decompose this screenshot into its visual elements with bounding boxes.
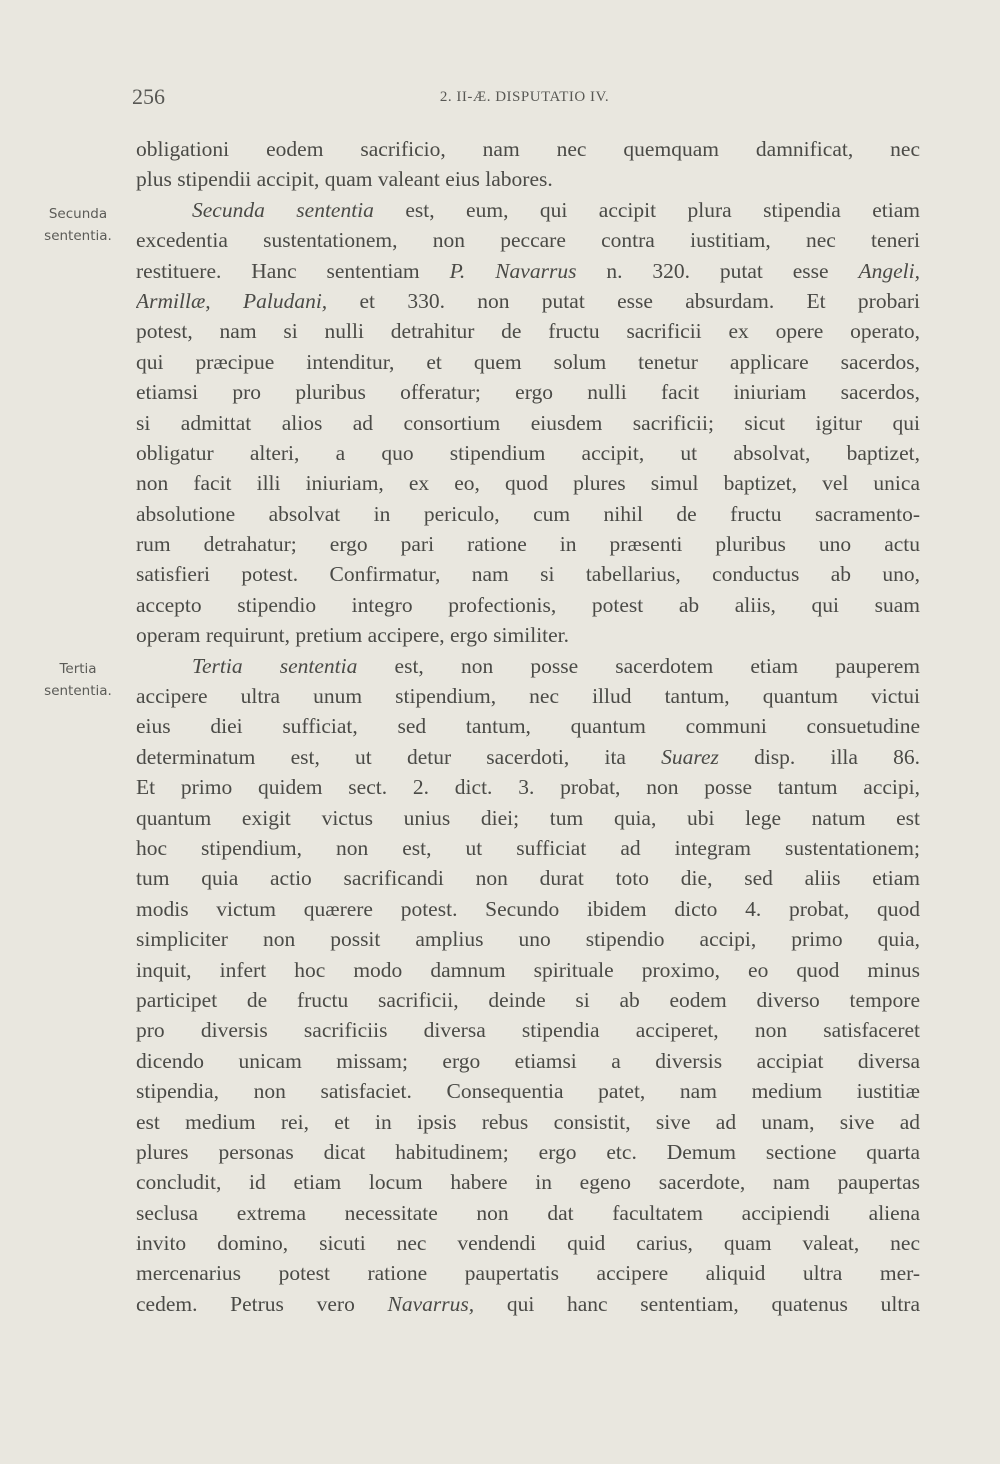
text-run: dicendo unicam missam; ergo etiamsi a diversis accipiat diversa xyxy=(136,1048,920,1073)
text-run: tum quia actio sacrificandi non durat toto die, sed aliis etiam xyxy=(136,866,920,891)
italic-run: Secunda sententia xyxy=(192,197,374,222)
text-line xyxy=(136,134,920,164)
text-run: modis victum quærere potest. Secundo ibidem dicto 4. probat, quod xyxy=(136,896,920,921)
marginal-note-line: Tertia xyxy=(59,661,97,677)
text-run: operam requirunt, pretium accipere, ergo similiter. xyxy=(136,623,570,648)
text-line xyxy=(136,1228,920,1258)
text-run: hoc stipendium, non est, ut sufficiat ad integram sustentationem; xyxy=(136,835,920,860)
page-number: 256 xyxy=(132,84,165,109)
text-line xyxy=(136,377,920,407)
text-line xyxy=(136,529,920,559)
text-line xyxy=(136,1046,920,1076)
text-line xyxy=(136,863,920,893)
text-run: invito domino, sicuti nec vendendi quid carius, quam valeat, nec xyxy=(136,1231,920,1256)
text-run: qui præcipue intenditur, et quem solum tenetur applicare sacerdos, xyxy=(136,349,920,374)
text-line xyxy=(136,1289,920,1319)
text-line xyxy=(136,681,920,711)
italic-run: Angeli, xyxy=(858,258,920,283)
text-run: cedem. Petrus vero xyxy=(136,1291,388,1316)
text-run: seclusa extrema necessitate non dat facultatem accipiendi aliena xyxy=(136,1200,920,1225)
text-run: pro diversis sacrificiis diversa stipendia acciperet, non satisfaceret xyxy=(136,1018,920,1043)
text-line xyxy=(136,803,920,833)
text-line xyxy=(136,347,920,377)
text-line xyxy=(136,1107,920,1137)
text-run: satisfieri potest. Confirmatur, nam si tabellarius, conductus ab uno, xyxy=(136,562,920,587)
text-line xyxy=(136,316,920,346)
text-run: est medium rei, et in ipsis rebus consistit, sive ad unam, sive ad xyxy=(136,1109,920,1134)
text-line xyxy=(136,256,920,286)
text-line xyxy=(136,1258,920,1288)
text-run: absolutione absolvat in periculo, cum nihil de fructu sacramento- xyxy=(136,501,920,526)
body-text xyxy=(136,134,920,1319)
text-run: etiamsi pro pluribus offeratur; ergo nulli facit iniuriam sacerdos, xyxy=(136,380,920,405)
text-run: plus stipendii accipit, quam valeant eius labores. xyxy=(136,167,553,192)
text-run: plures personas dicat habitudinem; ergo etc. Demum sectione quarta xyxy=(136,1139,920,1164)
text-line xyxy=(136,620,920,650)
text-line xyxy=(136,742,920,772)
text-run: non facit illi iniuriam, ex eo, quod plures simul baptizet, vel unica xyxy=(136,471,920,496)
text-line xyxy=(136,225,920,255)
text-run: mercenarius potest ratione paupertatis accipere aliquid ultra mer- xyxy=(136,1261,920,1286)
text-line xyxy=(136,985,920,1015)
italic-run: Navarrus, xyxy=(387,1291,475,1316)
marginal-note-line: sententia. xyxy=(44,228,112,244)
text-line xyxy=(136,1167,920,1197)
text-line xyxy=(136,499,920,529)
text-run: qui hanc sententiam, quatenus ultra xyxy=(474,1291,920,1316)
text-line xyxy=(136,833,920,863)
text-run: rum detrahatur; ergo pari ratione in præsenti pluribus uno actu xyxy=(136,532,920,557)
text-run: obligatur alteri, a quo stipendium accipit, ut absolvat, baptizet, xyxy=(136,440,920,465)
text-run: n. 320. putat esse xyxy=(576,258,859,283)
text-run: excedentia sustentationem, non peccare contra iustitiam, nec teneri xyxy=(136,228,920,253)
text-line xyxy=(136,651,920,681)
text-run: et 330. non putat esse absurdam. Et probari xyxy=(327,288,920,313)
text-line xyxy=(136,955,920,985)
marginal-note-tertia xyxy=(30,658,126,702)
text-run: accepto stipendio integro profectionis, potest ab aliis, qui suam xyxy=(136,592,920,617)
text-run: stipendia, non satisfaciet. Consequentia patet, nam medium iustitiæ xyxy=(136,1079,920,1104)
running-title: 2. II-Æ. DISPUTATIO IV. xyxy=(439,89,610,105)
text-line xyxy=(136,286,920,316)
text-line xyxy=(136,559,920,589)
text-run: restituere. Hanc sententiam xyxy=(136,258,450,283)
marginal-note-line: sententia. xyxy=(44,683,112,699)
marginal-note-line: Secunda xyxy=(48,206,108,222)
text-run: si admittat alios ad consortium eiusdem sacrificii; sicut igitur qui xyxy=(136,410,920,435)
text-run: concludit, id etiam locum habere in egeno sacerdote, nam paupertas xyxy=(136,1170,920,1195)
text-line xyxy=(136,408,920,438)
marginal-note-secunda xyxy=(30,203,126,247)
text-run: Et primo quidem sect. 2. dict. 3. probat, non posse tantum accipi, xyxy=(136,775,920,800)
text-line xyxy=(136,772,920,802)
running-head xyxy=(132,84,918,110)
text-run: est, eum, qui accipit plura stipendia etiam xyxy=(373,197,920,222)
text-run: obligationi eodem sacrificio, nam nec quemquam damnificat, nec xyxy=(136,137,920,161)
text-line xyxy=(136,164,920,194)
text-line xyxy=(136,590,920,620)
text-line xyxy=(136,1137,920,1167)
text-line xyxy=(136,438,920,468)
italic-run: Tertia sententia xyxy=(192,653,358,678)
text-run: simpliciter non possit amplius uno stipendio accipi, primo quia, xyxy=(136,927,920,952)
text-run: quantum exigit victus unius diei; tum quia, ubi lege natum est xyxy=(136,805,920,830)
text-run: eius diei sufficiat, sed tantum, quantum communi consuetudine xyxy=(136,714,920,739)
italic-run: Armillæ, Paludani, xyxy=(136,288,328,313)
text-run: potest, nam si nulli detrahitur de fructu sacrificii ex opere operato, xyxy=(136,319,920,344)
text-run: inquit, infert hoc modo damnum spirituale proximo, eo quod minus xyxy=(136,957,920,982)
text-line xyxy=(136,1198,920,1228)
text-run: est, non posse sacerdotem etiam pauperem xyxy=(357,653,920,678)
text-run: determinatum est, ut detur sacerdoti, ita xyxy=(136,744,662,769)
text-run: disp. illa 86. xyxy=(718,744,920,769)
text-line xyxy=(136,1076,920,1106)
italic-run: Suarez xyxy=(661,744,719,769)
text-line xyxy=(136,924,920,954)
text-run: accipere ultra unum stipendium, nec illud tantum, quantum victui xyxy=(136,684,920,709)
text-line xyxy=(136,894,920,924)
text-line xyxy=(136,468,920,498)
text-line xyxy=(136,1015,920,1045)
text-line xyxy=(136,711,920,741)
text-run: participet de fructu sacrificii, deinde si ab eodem diverso tempore xyxy=(136,987,920,1012)
text-line xyxy=(136,195,920,225)
italic-run: P. Navarrus xyxy=(449,258,577,283)
